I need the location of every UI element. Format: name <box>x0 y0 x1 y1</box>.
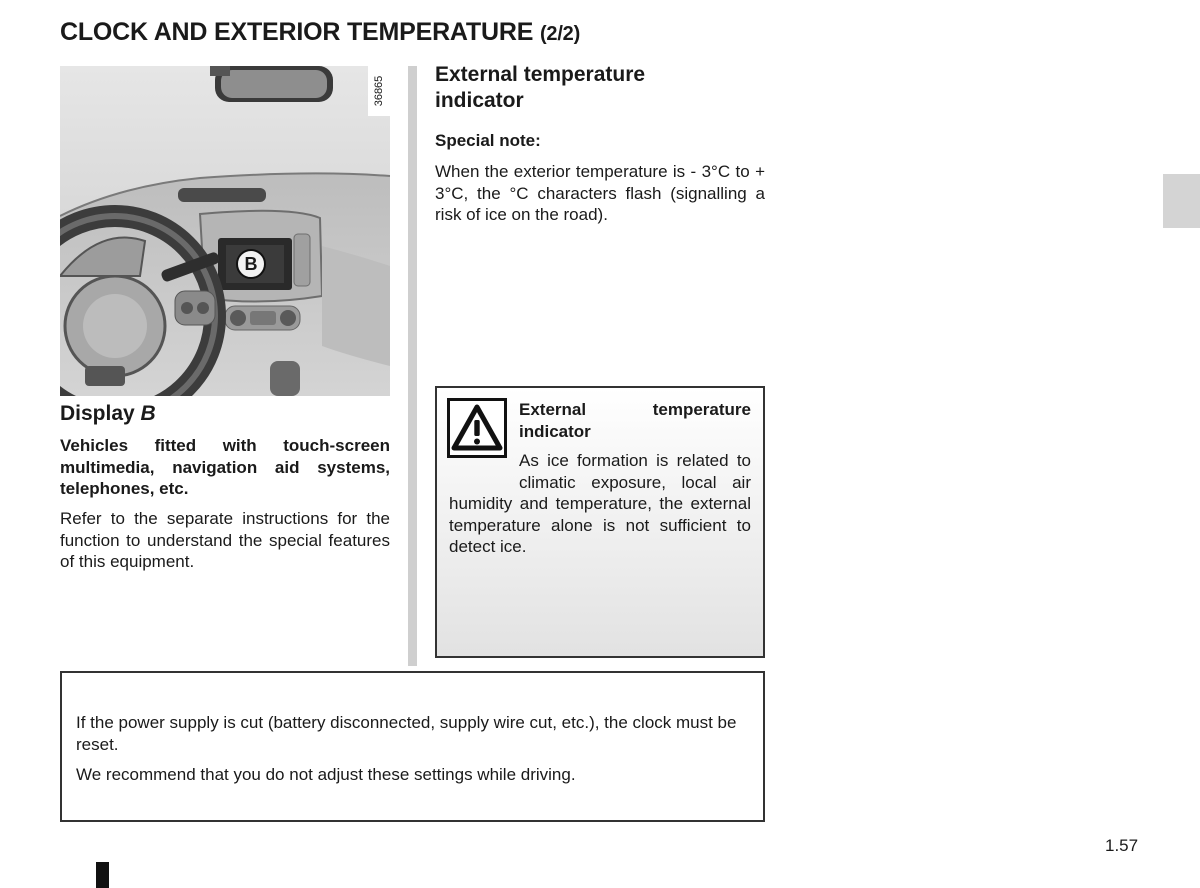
note-paragraph-power: If the power supply is cut (battery disconnected, supply wire cut, etc.), the clock must be reset. <box>76 713 737 754</box>
note-paragraph-driving: We recommend that you do not adjust these settings while driving. <box>76 765 576 784</box>
warning-box <box>435 386 765 658</box>
display-bold-paragraph: Vehicles fitted with touch-screen multimedia, navigation aid systems, telephones, etc. <box>60 436 390 498</box>
display-heading-text: Display <box>60 402 135 425</box>
display-paragraph: Refer to the separate instructions for the function to understand the special features of this equipment. <box>60 509 390 571</box>
external-temp-heading: External temperature indicator <box>435 63 646 112</box>
display-heading-letter: B <box>140 402 156 425</box>
special-note-label: Special note: <box>435 131 541 150</box>
page-title-suffix: (2/2) <box>539 23 581 45</box>
display-callout-b <box>236 249 266 279</box>
chapter-tab <box>1163 174 1200 228</box>
warning-text: As ice formation is related to climatic exposure, local air humidity and temperature, the external temperature alone is not sufficient to detect ice. <box>449 451 751 556</box>
display-heading <box>60 402 156 426</box>
page-title <box>60 18 580 47</box>
figure-reference-number: 36865 <box>373 75 385 107</box>
warning-triangle-icon <box>447 398 507 458</box>
display-callout-label: B <box>244 254 258 274</box>
page-number: 1.57 <box>1105 836 1139 855</box>
column-divider <box>408 66 417 666</box>
dashboard-drawing <box>60 66 390 396</box>
warning-title: External temperature indicator <box>519 400 751 441</box>
figure-reference <box>368 66 390 116</box>
external-temp-paragraph: When the exterior temperature is - 3°C to + 3°C, the °C characters flash (signalling a risk of ice on the road). <box>435 162 765 224</box>
page-title-main: CLOCK AND EXTERIOR TEMPERATURE <box>60 18 534 46</box>
note-box <box>60 671 765 822</box>
dashboard-illustration <box>60 66 390 396</box>
crop-mark <box>96 862 109 888</box>
